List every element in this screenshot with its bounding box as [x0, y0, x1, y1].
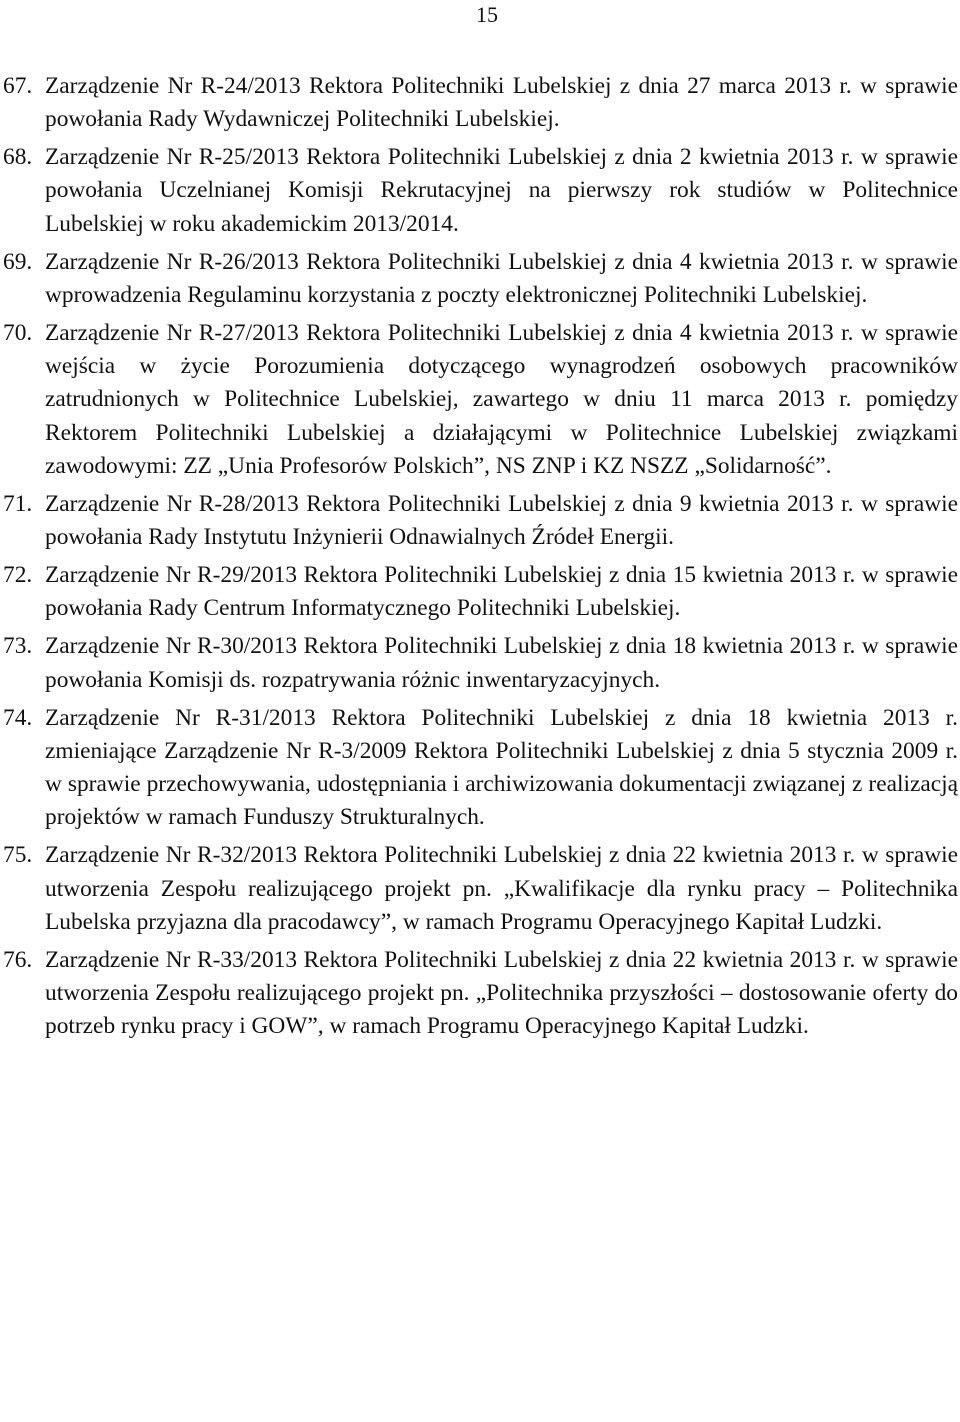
item-text: Zarządzenie Nr R-32/2013 Rektora Politechniki Lubelskiej z dnia 22 kwietnia 2013 r. w sprawie utworzenia Zespołu realizującego projekt pn. „Kwalifikacje dla rynku pracy – Politechnika Lubelska przyjazna dla pracodawcy”, w ramach Programu Operacyjnego Kapitał Ludzki. [45, 842, 958, 935]
page-number: 15 [476, 2, 498, 27]
item-text: Zarządzenie Nr R-29/2013 Rektora Politechniki Lubelskiej z dnia 15 kwietnia 2013 r. w sprawie powołania Rady Centrum Informatycznego Politechniki Lubelskiej. [45, 562, 958, 622]
list-item [3, 317, 958, 483]
list-item [3, 630, 958, 697]
item-text: Zarządzenie Nr R-33/2013 Rektora Politechniki Lubelskiej z dnia 22 kwietnia 2013 r. w sprawie utworzenia Zespołu realizującego projekt pn. „Politechnika przyszłości – dostosowanie oferty do potrzeb rynku pracy i GOW”, w ramach Programu Operacyjnego Kapitał Ludzki. [45, 946, 958, 1040]
item-number: 71. [3, 490, 33, 517]
item-number: 72. [3, 562, 33, 589]
item-text: Zarządzenie Nr R-31/2013 Rektora Politechniki Lubelskiej z dnia 18 kwietnia 2013 r. zmieniające Zarządzenie Nr R-3/2009 Rektora Politechniki Lubelskiej z dnia 5 stycznia 2009 r. w sprawie przechowywania, udostępniania i archiwizowania dokumentacji związanej z realizacją projektów w ramach Funduszy Strukturalnych. [45, 704, 958, 831]
item-text: Zarządzenie Nr R-26/2013 Rektora Politechniki Lubelskiej z dnia 4 kwietnia 2013 r. w sprawie wprowadzenia Regulaminu korzystania z poczty elektronicznej Politechniki Lubelskiej. [45, 248, 958, 308]
ordinance-list [3, 70, 958, 1048]
list-item [3, 839, 958, 939]
item-text: Zarządzenie Nr R-25/2013 Rektora Politechniki Lubelskiej z dnia 2 kwietnia 2013 r. w sprawie powołania Uczelnianej Komisji Rekrutacyjnej na pierwszy rok studiów w Politechnice Lubelskiej w roku akademickim 2013/2014. [45, 144, 958, 237]
list-item [3, 559, 958, 626]
item-number: 67. [3, 73, 33, 99]
item-text: Zarządzenie Nr R-30/2013 Rektora Politechniki Lubelskiej z dnia 18 kwietnia 2013 r. w sprawie powołania Komisji ds. rozpatrywania różnic inwentaryzacyjnych. [45, 633, 958, 693]
item-number: 76. [3, 946, 33, 973]
item-text: Zarządzenie Nr R-24/2013 Rektora Politechniki Lubelskiej z dnia 27 marca 2013 r. w sprawie powołania Rady Wydawniczej Politechniki Lubelskiej. [45, 73, 958, 133]
item-number: 74. [3, 704, 33, 731]
list-item [3, 70, 958, 137]
item-number: 70. [3, 319, 33, 346]
list-item [3, 702, 958, 835]
item-text: Zarządzenie Nr R-27/2013 Rektora Politechniki Lubelskiej z dnia 4 kwietnia 2013 r. w sprawie wejścia w życie Porozumienia dotyczącego wynagrodzeń osobowych pracowników zatrudnionych w Politechnice Lubelskiej, zawartego w dniu 11 marca 2013 r. pomiędzy Rektorem Politechniki Lubelskiej a działającymi w Politechnice Lubelskiej związkami zawodowymi: ZZ „Unia Profesorów Polskich”, NS ZNP i KZ NSZZ „Solidarność”. [45, 319, 958, 480]
list-item [3, 944, 958, 1044]
list-item [3, 488, 958, 555]
item-number: 73. [3, 633, 33, 660]
item-number: 75. [3, 842, 33, 869]
item-number: 69. [3, 248, 33, 275]
list-item [3, 141, 958, 241]
item-number: 68. [3, 144, 33, 171]
list-item [3, 246, 958, 313]
item-text: Zarządzenie Nr R-28/2013 Rektora Politechniki Lubelskiej z dnia 9 kwietnia 2013 r. w sprawie powołania Rady Instytutu Inżynierii Odnawialnych Źródeł Energii. [45, 490, 958, 551]
